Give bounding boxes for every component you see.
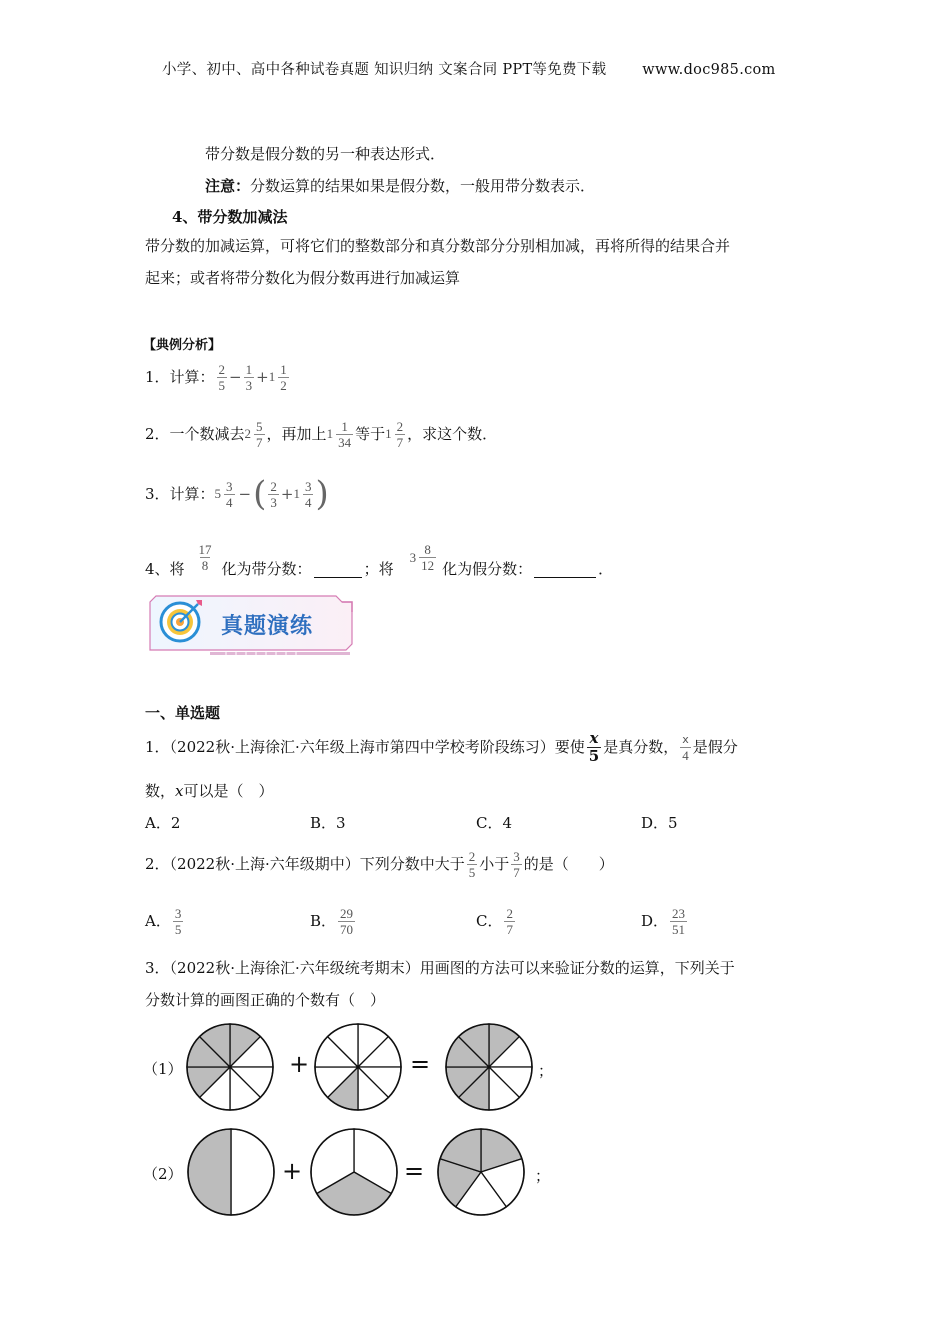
mc2-stem-b: 小于: [479, 855, 510, 873]
mc3-row1-pie1: [185, 1022, 275, 1116]
mc2-frac2: $\frac{3}{7}$: [513, 848, 520, 880]
mc3-row1-pie2: [313, 1022, 403, 1116]
pie-sector: [231, 1129, 274, 1215]
mc1-option-d[interactable]: D．5: [641, 814, 678, 832]
pie-chart: [313, 1022, 403, 1112]
mc1-var-x: x: [175, 782, 184, 800]
mc1-stem-b: 是真分数，: [603, 738, 679, 756]
mc3-row1-label: （1）: [143, 1060, 183, 1078]
page-header: [162, 58, 776, 79]
q4-mixed2: 3 $\frac{8}{12}$: [409, 542, 435, 573]
zhenti-banner: [146, 594, 360, 658]
pie-chart: [444, 1022, 534, 1112]
mc2-stem-a: 2．（2022秋·上海·六年级期中）下列分数中大于: [145, 855, 465, 873]
mc2-frac1: $\frac{2}{5}$: [468, 848, 476, 880]
mc3-row2-tail: ；: [535, 1167, 551, 1185]
example-q1: [145, 357, 291, 397]
section1-title: 一、单选题: [145, 704, 221, 722]
mc2-option-d[interactable]: D． $\frac{23}{51}$: [641, 905, 686, 937]
mc3-stem-line2: 分数计算的画图正确的个数有（ ）: [145, 991, 386, 1009]
q1-frac1: $\frac{2}{5}$: [218, 361, 226, 393]
q3-frac2: $\frac{2}{3}$: [270, 478, 277, 510]
mc2-option-c[interactable]: C． $\frac{2}{7}$: [476, 905, 513, 937]
mc1-option-a[interactable]: A．2: [145, 814, 181, 832]
pie-chart: [436, 1127, 526, 1217]
q4-sep: ；将: [363, 560, 394, 578]
q4-end: ．: [598, 560, 614, 578]
pie-sector: [188, 1129, 231, 1215]
q3-op2: +: [280, 485, 294, 503]
para-line2: 起来；或者将带分数化为假分数再进行加减运算: [145, 269, 461, 287]
pie-chart: [309, 1127, 399, 1217]
q3-mixed1: 5 $\frac{3}{4}$: [214, 478, 233, 510]
q4-answer-blank1[interactable]: [314, 577, 362, 578]
q4-answer-blank2[interactable]: [534, 577, 596, 578]
section4-title: 4、带分数加减法: [172, 208, 288, 226]
q2-mid1: ，再加上: [266, 425, 327, 443]
header-site: www.doc985.com: [642, 62, 776, 78]
example-q2: [145, 414, 497, 454]
note-text: 分数运算的结果如果是假分数，一般用带分数表示．: [250, 177, 596, 195]
mc1-frac2: $\frac{x}{4}$: [682, 732, 689, 763]
mc1-stem-d: [145, 780, 274, 802]
mc3-row1-plus: +: [289, 1050, 310, 1078]
mc3-row2-label: （2）: [143, 1165, 183, 1183]
mc1-stem-c: 是假分: [692, 738, 738, 756]
q2-mixed2: 1 $\frac{1}{34}$: [326, 418, 352, 450]
q4-mid1: 化为带分数：: [221, 560, 312, 578]
mc2-option-a[interactable]: A． $\frac{3}{5}$: [145, 905, 182, 937]
q4-prefix: 4、将: [145, 560, 185, 578]
mc2-stem: [145, 844, 614, 884]
mc1-option-b[interactable]: B．3: [310, 814, 346, 832]
q3-prefix: 3．计算：: [145, 485, 215, 503]
mc3-row2-plus: +: [282, 1157, 303, 1185]
examples-title: 【典例分析】: [143, 338, 222, 353]
q3-rparen: ): [315, 474, 329, 514]
pie-chart: [185, 1022, 275, 1112]
note-line: [205, 175, 595, 197]
mc2-option-b[interactable]: B． $\frac{29}{70}$: [310, 905, 354, 937]
target-icon: [161, 600, 202, 641]
q3-op1: −: [238, 485, 252, 503]
mc1-stem-d1: 数，: [145, 782, 176, 800]
pie-chart: [186, 1127, 276, 1217]
mc3-row1-equals: =: [410, 1050, 431, 1078]
q2-mid2: 等于: [355, 425, 386, 443]
mc3-row1-pie3: [444, 1022, 534, 1116]
note-label: 注意：: [205, 177, 251, 195]
q2-prefix: 2．一个数减去: [145, 425, 245, 443]
banner-title: 真题演练: [221, 614, 314, 639]
mc3-stem-line1: 3．（2022秋·上海徐汇·六年级统考期末）用画图的方法可以来验证分数的运算，下列关于: [145, 959, 735, 977]
q3-lparen: (: [253, 474, 267, 514]
mc3-row2-pie2: [309, 1127, 399, 1221]
q2-suffix: ，求这个数．: [407, 425, 498, 443]
q3-mixed3: 1 $\frac{3}{4}$: [293, 478, 312, 510]
mc1-stem: [145, 726, 738, 768]
q1-frac2: $\frac{1}{3}$: [245, 361, 253, 393]
q2-mixed1: 2 $\frac{5}{7}$: [244, 418, 263, 450]
intro-line1: 带分数是假分数的另一种表达形式．: [205, 145, 446, 163]
q1-mixed3: 1 $\frac{1}{2}$: [268, 361, 287, 393]
mc2-stem-c: 的是（ ）: [523, 855, 614, 873]
mc3-row2-pie1: [186, 1127, 276, 1221]
mc1-stem-d2: 可以是（ ）: [183, 782, 274, 800]
mc1-stem-a: 1．（2022秋·上海徐汇·六年级上海市第四中学校考阶段练习）要使: [145, 738, 585, 756]
mc3-row1-tail: ；: [538, 1062, 554, 1080]
q1-op2: +: [256, 368, 269, 386]
q4-mid2: 化为假分数：: [442, 560, 533, 578]
para-line1: 带分数的加减运算，可将它们的整数部分和真分数部分分别相加减，再将所得的结果合并: [145, 237, 731, 255]
example-q4: [145, 531, 613, 583]
mc1-frac1: $\frac{x}{5}$: [588, 728, 600, 765]
mc1-option-c[interactable]: C．4: [476, 814, 513, 832]
mc3-row2-equals: =: [404, 1157, 425, 1185]
q1-prefix: 1．计算：: [145, 368, 215, 386]
q2-mixed3: 1 $\frac{2}{7}$: [385, 418, 404, 450]
example-q3: [145, 472, 329, 516]
q1-op1: −: [229, 368, 242, 386]
header-text: 小学、初中、高中各种试卷真题 知识归纳 文案合同 PPT等免费下载: [162, 62, 607, 78]
q4-frac1: $\frac{17}{8}$: [198, 542, 212, 573]
mc3-row2-pie3: [436, 1127, 526, 1221]
